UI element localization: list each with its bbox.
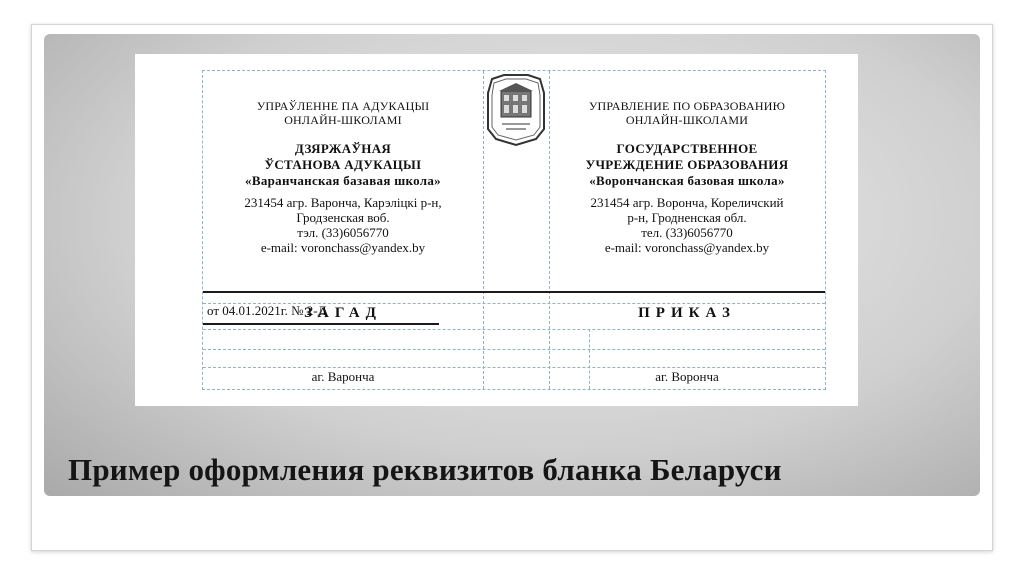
letterhead-form — [202, 70, 826, 390]
right-place: аг. Воронча — [655, 369, 719, 384]
date-number: от 04.01.2021г. № 2-Д — [207, 303, 327, 318]
right-inst-line2: УЧРЕЖДЕНИЕ ОБРАЗОВАНИЯ — [585, 157, 789, 172]
right-inst-line1: ГОСУДАРСТВЕННОЕ — [616, 141, 758, 156]
left-address-line2: Гродзенская воб. — [296, 210, 390, 225]
left-dept-line2: ОНЛАЙН-ШКОЛАМІ — [284, 113, 402, 127]
right-dept-line2: ОНЛАЙН-ШКОЛАМИ — [625, 113, 749, 127]
left-address-line1: 231454 агр. Варонча, Карэліцкі р-н, — [244, 195, 442, 210]
right-inst-line3: «Ворончанская базовая школа» — [589, 173, 785, 188]
left-doc-type: ЗАГАД — [304, 305, 382, 321]
left-inst-line2: ЎСТАНОВА АДУКАЦЫІ — [264, 157, 422, 172]
grid-line — [203, 367, 825, 368]
right-dept-line1: УПРАВЛЕНИЕ ПО ОБРАЗОВАНИЮ — [588, 99, 786, 113]
left-inst-line3: «Варанчанская базавая школа» — [245, 173, 441, 188]
letterhead-image — [135, 54, 858, 406]
left-inst-line1: ДЗЯРЖАЎНАЯ — [294, 141, 392, 156]
right-address-line1: 231454 агр. Воронча, Кореличский — [590, 195, 784, 210]
right-phone: тел. (33)6056770 — [641, 225, 733, 240]
right-email: e-mail: voronchass@yandex.by — [604, 240, 770, 255]
right-address-line2: р-н, Гродненская обл. — [627, 210, 747, 225]
right-doc-type: ПРИКАЗ — [638, 305, 736, 321]
grid-line — [203, 349, 825, 350]
date-rule — [203, 323, 439, 325]
right-header-block — [549, 99, 825, 255]
slide-caption: Пример оформления реквизитов бланка Беларуси — [68, 452, 782, 487]
grid-line — [203, 329, 825, 330]
left-place: аг. Варонча — [311, 369, 375, 384]
left-header-block — [203, 99, 483, 255]
left-email: e-mail: voronchass@yandex.by — [260, 240, 426, 255]
left-phone: тэл. (33)6056770 — [297, 225, 389, 240]
left-dept-line1: УПРАЎЛЕННЕ ПА АДУКАЦЫІ — [256, 99, 430, 113]
school-emblem-icon — [484, 73, 548, 147]
header-rule — [203, 291, 825, 293]
